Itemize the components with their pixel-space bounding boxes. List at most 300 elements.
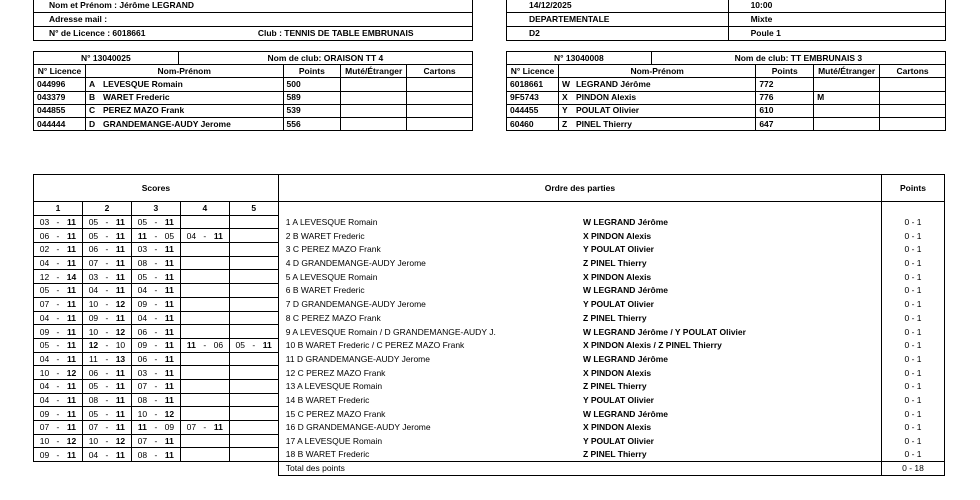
table-row bbox=[34, 407, 945, 421]
player-points: 500 bbox=[283, 78, 341, 91]
set-score bbox=[229, 421, 278, 435]
score-separator: - bbox=[154, 422, 158, 433]
match-right-player: Y POULAT Olivier bbox=[580, 393, 882, 407]
score-right: 11 bbox=[164, 271, 174, 282]
score-left: 07 bbox=[39, 422, 50, 433]
score-right: 11 bbox=[115, 422, 125, 433]
score-left: 05 bbox=[137, 217, 148, 228]
match-info-right bbox=[506, 0, 946, 41]
score-right: 13 bbox=[115, 353, 126, 364]
score-separator: - bbox=[105, 258, 109, 269]
set-score bbox=[82, 421, 131, 435]
team-club: Nom de club: ORAISON TT 4 bbox=[178, 52, 472, 65]
score-separator: - bbox=[56, 285, 60, 296]
match-right-player: Z PINEL Thierry bbox=[580, 448, 882, 462]
score-separator: - bbox=[154, 436, 158, 447]
table-row bbox=[34, 448, 945, 462]
player-entry bbox=[85, 78, 283, 91]
score-left: 04 bbox=[88, 285, 99, 296]
table-row bbox=[507, 91, 946, 104]
score-separator: - bbox=[105, 381, 109, 392]
score-separator: - bbox=[56, 230, 60, 241]
score-right: 11 bbox=[66, 340, 76, 351]
match-date: 14/12/2025 bbox=[507, 0, 729, 13]
player-points: 647 bbox=[756, 117, 814, 130]
score-separator: - bbox=[56, 312, 60, 323]
score-right: 11 bbox=[66, 285, 76, 296]
score-left: 09 bbox=[39, 408, 50, 419]
col-points: Points bbox=[283, 65, 341, 78]
player-mute bbox=[814, 104, 880, 117]
set-score bbox=[34, 284, 83, 298]
set-score bbox=[180, 284, 229, 298]
set-score bbox=[131, 284, 180, 298]
set-score bbox=[180, 366, 229, 380]
score-left: 08 bbox=[137, 394, 148, 405]
table-row bbox=[34, 117, 473, 130]
score-left: 03 bbox=[137, 244, 148, 255]
score-separator: - bbox=[105, 436, 109, 447]
score-left: 04 bbox=[186, 230, 197, 241]
set-score bbox=[180, 297, 229, 311]
match-info-left bbox=[33, 0, 473, 41]
score-right: 11 bbox=[66, 422, 76, 433]
score-separator: - bbox=[154, 217, 158, 228]
col-mute: Muté/Étranger bbox=[341, 65, 407, 78]
division: D2 bbox=[507, 27, 729, 41]
table-row bbox=[34, 297, 945, 311]
team-club: Nom de club: TT EMBRUNAIS 3 bbox=[651, 52, 945, 65]
set-score bbox=[34, 379, 83, 393]
score-left: 08 bbox=[137, 449, 148, 460]
score-right: 11 bbox=[262, 340, 272, 351]
match-points: 0 - 1 bbox=[882, 407, 945, 421]
score-right: 11 bbox=[115, 217, 125, 228]
score-separator: - bbox=[154, 367, 158, 378]
set-score bbox=[180, 256, 229, 270]
table-row bbox=[34, 91, 473, 104]
col-cartons: Cartons bbox=[407, 65, 473, 78]
player-points: 610 bbox=[756, 104, 814, 117]
score-right: 11 bbox=[66, 449, 76, 460]
set-score bbox=[229, 379, 278, 393]
score-separator: - bbox=[105, 449, 109, 460]
match-points: 0 - 1 bbox=[882, 311, 945, 325]
match-right-player: Z PINEL Thierry bbox=[580, 311, 882, 325]
match-points: 0 - 1 bbox=[882, 352, 945, 366]
score-left: 10 bbox=[137, 408, 148, 419]
score-separator: - bbox=[154, 381, 158, 392]
match-time: 10:00 bbox=[728, 0, 945, 13]
player-cartons bbox=[880, 91, 946, 104]
match-left-player: 3 C PEREZ MAZO Frank bbox=[278, 243, 580, 257]
score-left: 07 bbox=[88, 258, 99, 269]
set-score bbox=[131, 421, 180, 435]
score-separator: - bbox=[154, 312, 158, 323]
licence-number: N° de Licence : 6018661 bbox=[34, 27, 255, 41]
score-right: 11 bbox=[66, 312, 76, 323]
score-right: 11 bbox=[66, 408, 76, 419]
table-row bbox=[34, 338, 945, 352]
player-letter: C bbox=[88, 105, 96, 116]
match-right-player: Y POULAT Olivier bbox=[580, 434, 882, 448]
score-right: 11 bbox=[164, 449, 174, 460]
set-score bbox=[180, 229, 229, 243]
col-name: Nom-Prénom bbox=[558, 65, 755, 78]
score-left: 07 bbox=[88, 422, 99, 433]
match-points: 0 - 1 bbox=[882, 270, 945, 284]
set-score bbox=[82, 284, 131, 298]
score-separator: - bbox=[56, 394, 60, 405]
score-left: 05 bbox=[39, 285, 50, 296]
match-points: 0 - 1 bbox=[882, 366, 945, 380]
set-score bbox=[229, 229, 278, 243]
match-list bbox=[34, 215, 945, 461]
match-points: 0 - 1 bbox=[882, 338, 945, 352]
player-letter: D bbox=[88, 118, 96, 129]
match-left-player: 14 B WARET Frederic bbox=[278, 393, 580, 407]
player-name: Nom et Prénom : Jérôme LEGRAND bbox=[34, 0, 473, 13]
score-separator: - bbox=[154, 230, 158, 241]
set-header: 3 bbox=[131, 202, 180, 216]
set-score bbox=[34, 311, 83, 325]
player-name: LEGRAND Jérôme bbox=[575, 78, 651, 89]
set-score bbox=[229, 393, 278, 407]
match-left-player: 5 A LEVESQUE Romain bbox=[278, 270, 580, 284]
score-separator: - bbox=[105, 217, 109, 228]
player-name: GRANDEMANGE-AUDY Jerome bbox=[102, 118, 231, 129]
set-header: 2 bbox=[82, 202, 131, 216]
col-cartons: Cartons bbox=[880, 65, 946, 78]
score-right: 11 bbox=[164, 436, 174, 447]
score-left: 11 bbox=[186, 340, 196, 351]
score-separator: - bbox=[56, 408, 60, 419]
score-separator: - bbox=[56, 381, 60, 392]
score-right: 12 bbox=[115, 436, 126, 447]
table-row bbox=[34, 421, 945, 435]
total-label: Total des points bbox=[278, 462, 881, 476]
set-score bbox=[34, 338, 83, 352]
set-score bbox=[229, 366, 278, 380]
set-score bbox=[180, 352, 229, 366]
table-row bbox=[507, 104, 946, 117]
match-points: 0 - 1 bbox=[882, 284, 945, 298]
table-row bbox=[34, 256, 945, 270]
score-separator: - bbox=[105, 394, 109, 405]
player-entry bbox=[558, 117, 755, 130]
score-separator: - bbox=[154, 299, 158, 310]
set-score bbox=[131, 393, 180, 407]
match-points: 0 - 1 bbox=[882, 215, 945, 229]
match-right-player: X PINDON Alexis bbox=[580, 366, 882, 380]
player-letter: Z bbox=[561, 118, 568, 129]
match-right-player: Z PINEL Thierry bbox=[580, 379, 882, 393]
set-score bbox=[82, 229, 131, 243]
score-left: 05 bbox=[88, 230, 99, 241]
table-row bbox=[34, 215, 945, 229]
match-left-player: 18 B WARET Frederic bbox=[278, 448, 580, 462]
match-points: 0 - 1 bbox=[882, 297, 945, 311]
score-left: 05 bbox=[88, 217, 99, 228]
score-left: 12 bbox=[88, 340, 99, 351]
score-left: 06 bbox=[88, 244, 99, 255]
col-mute: Muté/Étranger bbox=[814, 65, 880, 78]
match-right-player: X PINDON Alexis / Z PINEL Thierry bbox=[580, 338, 882, 352]
set-score bbox=[34, 448, 83, 462]
table-row bbox=[34, 311, 945, 325]
score-right: 11 bbox=[66, 326, 76, 337]
match-points: 0 - 1 bbox=[882, 434, 945, 448]
player-licence: 043379 bbox=[34, 91, 86, 104]
score-right: 11 bbox=[164, 367, 174, 378]
score-right: 11 bbox=[115, 408, 125, 419]
score-right: 14 bbox=[66, 271, 77, 282]
score-separator: - bbox=[154, 244, 158, 255]
score-separator: - bbox=[105, 312, 109, 323]
score-separator: - bbox=[105, 244, 109, 255]
set-score bbox=[82, 215, 131, 229]
score-separator: - bbox=[154, 285, 158, 296]
player-cartons bbox=[880, 78, 946, 91]
score-left: 08 bbox=[88, 394, 99, 405]
table-row bbox=[34, 325, 945, 339]
player-licence: 9F5743 bbox=[507, 91, 559, 104]
player-licence: 6018661 bbox=[507, 78, 559, 91]
player-licence: 044996 bbox=[34, 78, 86, 91]
match-left-player: 13 A LEVESQUE Romain bbox=[278, 379, 580, 393]
score-left: 09 bbox=[39, 326, 50, 337]
set-score bbox=[82, 256, 131, 270]
set-score bbox=[229, 338, 278, 352]
score-separator: - bbox=[56, 258, 60, 269]
set-score bbox=[229, 448, 278, 462]
set-score bbox=[34, 256, 83, 270]
set-score bbox=[180, 338, 229, 352]
set-score bbox=[82, 448, 131, 462]
score-right: 11 bbox=[115, 230, 125, 241]
set-score bbox=[180, 448, 229, 462]
table-row bbox=[34, 229, 945, 243]
score-separator: - bbox=[56, 449, 60, 460]
score-left: 04 bbox=[88, 449, 99, 460]
player-entry bbox=[558, 91, 755, 104]
score-left: 06 bbox=[137, 326, 148, 337]
set-score bbox=[131, 229, 180, 243]
set-score bbox=[34, 407, 83, 421]
match-left-player: 15 C PEREZ MAZO Frank bbox=[278, 407, 580, 421]
match-left-player: 17 A LEVESQUE Romain bbox=[278, 434, 580, 448]
set-score bbox=[180, 407, 229, 421]
score-separator: - bbox=[56, 326, 60, 337]
score-separator: - bbox=[203, 340, 207, 351]
table-row bbox=[507, 117, 946, 130]
col-points: Points bbox=[756, 65, 814, 78]
score-right: 11 bbox=[164, 217, 174, 228]
score-left: 05 bbox=[39, 340, 50, 351]
set-score bbox=[131, 243, 180, 257]
score-left: 06 bbox=[137, 353, 148, 364]
score-right: 11 bbox=[66, 353, 76, 364]
set-header: 4 bbox=[180, 202, 229, 216]
player-mute: M bbox=[814, 91, 880, 104]
player-entry bbox=[558, 78, 755, 91]
score-separator: - bbox=[105, 353, 109, 364]
score-left: 04 bbox=[39, 312, 50, 323]
set-score bbox=[229, 243, 278, 257]
score-separator: - bbox=[105, 271, 109, 282]
score-right: 09 bbox=[164, 422, 175, 433]
set-score bbox=[82, 243, 131, 257]
team-number: N° 13040008 bbox=[507, 52, 652, 65]
score-separator: - bbox=[154, 394, 158, 405]
total-value: 0 - 18 bbox=[882, 462, 945, 476]
player-mute bbox=[814, 78, 880, 91]
table-row bbox=[34, 270, 945, 284]
player-letter: A bbox=[88, 78, 96, 89]
set-score bbox=[180, 421, 229, 435]
score-right: 11 bbox=[66, 381, 76, 392]
match-right-player: W LEGRAND Jérôme bbox=[580, 352, 882, 366]
match-right-player: W LEGRAND Jérôme bbox=[580, 284, 882, 298]
set-score bbox=[82, 407, 131, 421]
score-right: 12 bbox=[66, 367, 77, 378]
score-left: 09 bbox=[39, 449, 50, 460]
score-right: 12 bbox=[115, 326, 126, 337]
player-name: PINDON Alexis bbox=[575, 92, 637, 103]
score-left: 09 bbox=[88, 312, 99, 323]
set-score bbox=[229, 297, 278, 311]
match-left-player: 16 D GRANDEMANGE-AUDY Jerome bbox=[278, 421, 580, 435]
player-cartons bbox=[407, 117, 473, 130]
match-left-player: 10 B WARET Frederic / C PEREZ MAZO Frank bbox=[278, 338, 580, 352]
score-left: 09 bbox=[137, 340, 148, 351]
player-mute bbox=[341, 117, 407, 130]
scores-table bbox=[33, 174, 945, 476]
score-separator: - bbox=[56, 244, 60, 255]
score-right: 11 bbox=[66, 217, 76, 228]
score-right: 11 bbox=[115, 244, 125, 255]
score-left: 05 bbox=[235, 340, 246, 351]
set-score bbox=[180, 270, 229, 284]
score-separator: - bbox=[56, 422, 60, 433]
set-score bbox=[131, 407, 180, 421]
col-name: Nom-Prénom bbox=[85, 65, 283, 78]
set-score bbox=[82, 352, 131, 366]
score-separator: - bbox=[203, 230, 207, 241]
set-score bbox=[131, 379, 180, 393]
player-name: PEREZ MAZO Frank bbox=[102, 105, 185, 116]
set-score bbox=[34, 434, 83, 448]
set-score bbox=[180, 393, 229, 407]
match-left-player: 4 D GRANDEMANGE-AUDY Jerome bbox=[278, 256, 580, 270]
player-points: 556 bbox=[283, 117, 341, 130]
order-header: Ordre des parties bbox=[278, 175, 881, 202]
score-left: 10 bbox=[39, 436, 50, 447]
score-left: 03 bbox=[137, 367, 148, 378]
set-score bbox=[34, 325, 83, 339]
match-left-player: 8 C PEREZ MAZO Frank bbox=[278, 311, 580, 325]
score-right: 11 bbox=[213, 422, 223, 433]
score-separator: - bbox=[105, 299, 109, 310]
set-score bbox=[34, 393, 83, 407]
score-left: 12 bbox=[39, 271, 50, 282]
col-licence: N° Licence bbox=[34, 65, 86, 78]
table-row bbox=[34, 284, 945, 298]
score-right: 10 bbox=[115, 340, 126, 351]
score-left: 10 bbox=[88, 299, 99, 310]
score-right: 11 bbox=[66, 244, 76, 255]
score-separator: - bbox=[105, 422, 109, 433]
score-left: 08 bbox=[137, 258, 148, 269]
score-left: 06 bbox=[88, 367, 99, 378]
set-score bbox=[131, 325, 180, 339]
score-separator: - bbox=[105, 230, 109, 241]
set-score bbox=[34, 270, 83, 284]
score-right: 11 bbox=[164, 244, 174, 255]
set-score bbox=[131, 256, 180, 270]
set-score bbox=[180, 434, 229, 448]
player-name: POULAT Olivier bbox=[575, 105, 640, 116]
score-left: 07 bbox=[186, 422, 197, 433]
score-left: 05 bbox=[88, 408, 99, 419]
set-score bbox=[82, 311, 131, 325]
match-points: 0 - 1 bbox=[882, 448, 945, 462]
team-left-table bbox=[33, 51, 473, 131]
points-header: Points bbox=[882, 175, 945, 202]
player-licence: 044855 bbox=[34, 104, 86, 117]
score-left: 11 bbox=[137, 422, 147, 433]
set-score bbox=[131, 338, 180, 352]
player-points: 772 bbox=[756, 78, 814, 91]
table-row bbox=[34, 78, 473, 91]
set-score bbox=[34, 229, 83, 243]
set-score bbox=[82, 379, 131, 393]
score-left: 03 bbox=[39, 217, 50, 228]
match-points: 0 - 1 bbox=[882, 243, 945, 257]
table-row bbox=[34, 434, 945, 448]
score-right: 11 bbox=[164, 353, 174, 364]
set-score bbox=[180, 379, 229, 393]
score-separator: - bbox=[56, 340, 60, 351]
score-separator: - bbox=[56, 271, 60, 282]
score-right: 11 bbox=[115, 381, 125, 392]
match-right-player: X PINDON Alexis bbox=[580, 229, 882, 243]
score-left: 10 bbox=[39, 367, 50, 378]
set-score bbox=[82, 270, 131, 284]
score-right: 11 bbox=[164, 299, 174, 310]
set-score bbox=[131, 366, 180, 380]
score-left: 10 bbox=[88, 436, 99, 447]
score-separator: - bbox=[56, 299, 60, 310]
score-separator: - bbox=[154, 408, 158, 419]
order-spacer bbox=[278, 202, 881, 216]
match-left-player: 1 A LEVESQUE Romain bbox=[278, 215, 580, 229]
score-separator: - bbox=[203, 422, 207, 433]
player-mute bbox=[341, 104, 407, 117]
set-score bbox=[131, 270, 180, 284]
player-letter: X bbox=[561, 92, 568, 103]
match-left-player: 2 B WARET Frederic bbox=[278, 229, 580, 243]
score-right: 11 bbox=[164, 312, 174, 323]
player-entry bbox=[85, 104, 283, 117]
score-separator: - bbox=[154, 326, 158, 337]
score-left: 05 bbox=[88, 381, 99, 392]
competition-type: Mixte bbox=[728, 13, 945, 27]
set-score bbox=[131, 434, 180, 448]
set-score bbox=[180, 311, 229, 325]
player-licence: 60460 bbox=[507, 117, 559, 130]
score-right: 11 bbox=[66, 299, 76, 310]
